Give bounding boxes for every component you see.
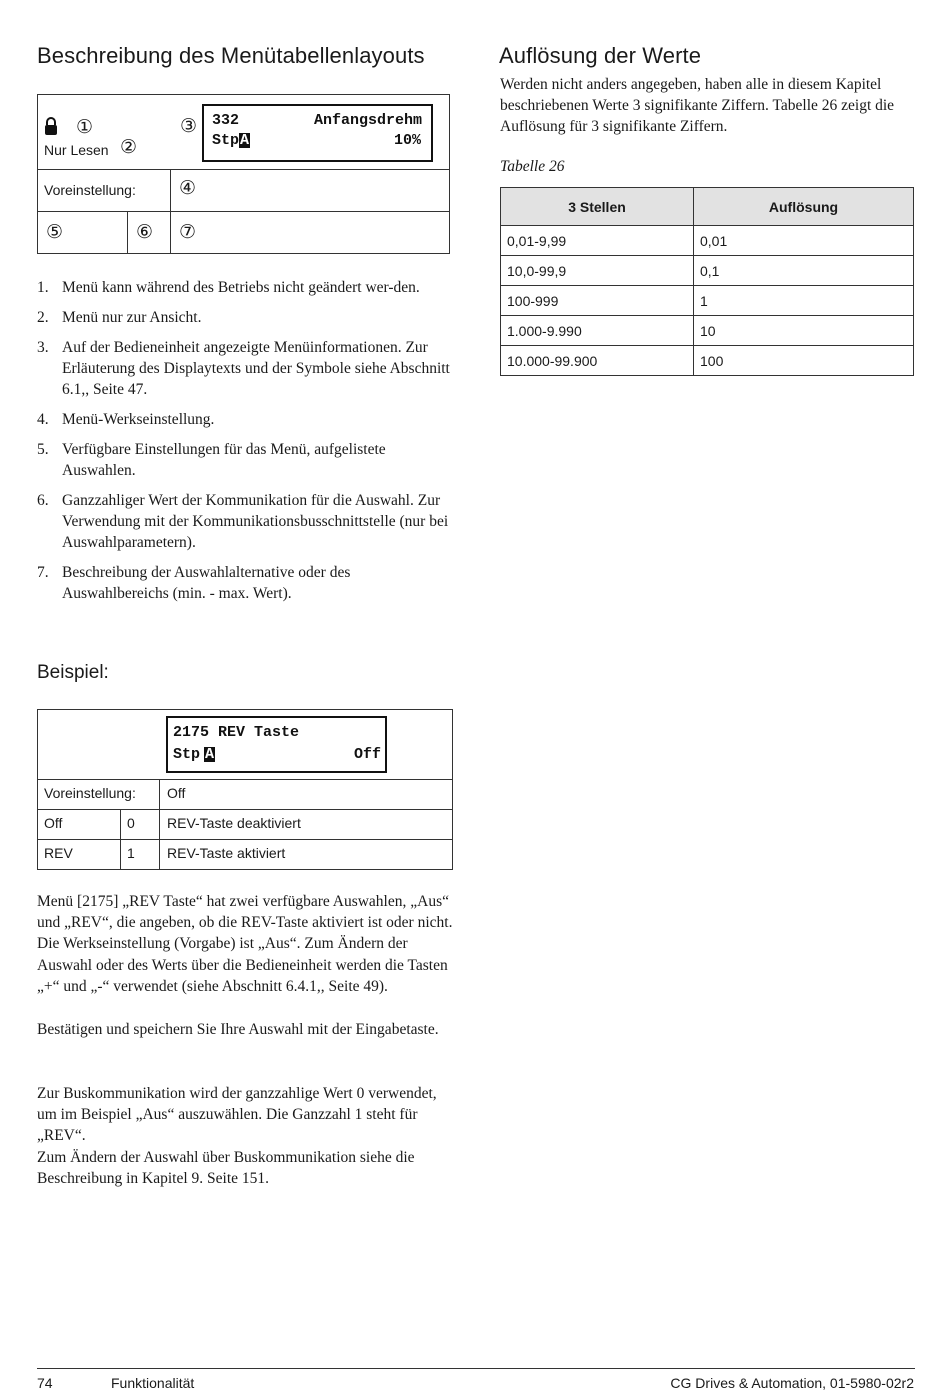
marker-3: ③ <box>180 115 198 137</box>
example-row-option <box>38 840 452 870</box>
lcd-status: Stp <box>212 132 240 149</box>
table-cell: 100 <box>694 346 914 376</box>
example-lcd-line1: 2175 REV Taste <box>173 724 300 741</box>
example-heading: Beispiel: <box>37 662 109 683</box>
lcd-value: 10% <box>393 132 421 149</box>
layout-row-default <box>38 170 449 212</box>
table-caption: Tabelle 26 <box>500 158 565 175</box>
lcd-display <box>202 104 433 162</box>
marker-4: ④ <box>179 177 197 199</box>
column-header: 3 Stellen <box>501 188 694 226</box>
table-cell: 100-999 <box>501 286 694 316</box>
table-row <box>501 256 914 286</box>
page-number: 74 <box>37 1375 53 1391</box>
table-row <box>501 316 914 346</box>
example-row-display <box>38 710 452 780</box>
table-cell: 0,1 <box>694 256 914 286</box>
table-cell: 0,01-9,99 <box>501 226 694 256</box>
table-cell: 1 <box>694 286 914 316</box>
paragraph-bus-change: Zum Ändern der Auswahl über Buskommunikation siehe die Beschreibung in Kapitel 9. Seite 151. <box>37 1149 415 1188</box>
lcd-access-badge: A <box>240 132 250 149</box>
example-lcd-display <box>166 716 387 773</box>
section-heading-resolution: Auflösung der Werte <box>499 43 702 68</box>
list-item: 6. Ganzzahliger Wert der Kommunikation für die Auswahl. Zur Verwendung mit der Kommunikationsbusschnittstelle (nur bei Auswahlparametern). <box>37 492 449 551</box>
table-cell: 10 <box>694 316 914 346</box>
paragraph-resolution: Werden nicht anders angegeben, haben alle in diesem Kapitel beschriebenen Werte 3 signifikante Ziffern. Tabelle 26 zeigt die Auflösung für 3 signifikante Ziffern. <box>500 76 895 136</box>
example-menu-box <box>37 709 453 870</box>
table-cell: 1.000-9.990 <box>501 316 694 346</box>
paragraph-bus: Zur Buskommunikation wird der ganzzahlige Wert 0 verwendet, um im Beispiel „Aus“ auszuwählen. Die Ganzzahl 1 steht für „REV“. <box>37 1085 437 1145</box>
lcd-menu-number: 332 <box>212 112 240 129</box>
column-header: Auflösung <box>694 188 914 226</box>
numbered-list <box>37 277 457 613</box>
table-cell: 10,0-99,9 <box>501 256 694 286</box>
paragraph-example: Menü [2175] „REV Taste“ hat zwei verfügbare Auswahlen, „Aus“ und „REV“, die angeben, ob die REV-Taste aktiviert ist oder nicht. Die Werkseinstellung (Vorgabe) ist „Aus“. Zum Ändern der Auswahl oder des Werts über die Bedieneinheit werden die Tasten „+“ und „-“ verwendet (siehe Abschnitt 6.4.1,, Seite 49). <box>37 893 453 995</box>
list-item: 3. Auf der Bedieneinheit angezeigte Menüinformationen. Zur Erläuterung des Displaytexts und der Symbole siehe Abschnitt 6.1,, Seite 47. <box>37 339 450 398</box>
footer-section: Funktionalität <box>111 1375 195 1391</box>
table-cell: 10.000-99.900 <box>501 346 694 376</box>
list-item: 2. Menü nur zur Ansicht. <box>37 309 202 326</box>
marker-5: ⑤ <box>46 221 64 243</box>
list-item: 1. Menü kann während des Betriebs nicht geändert wer-den. <box>37 279 420 296</box>
resolution-table <box>500 187 914 376</box>
marker-1: ① <box>76 116 94 138</box>
option-description: REV-Taste aktiviert <box>167 845 286 861</box>
example-lcd-status: Stp <box>173 746 201 763</box>
layout-row-options <box>38 212 449 254</box>
section-heading-layout: Beschreibung des Menütabellenlayouts <box>37 43 425 68</box>
list-item: 4. Menü-Werkseinstellung. <box>37 411 215 428</box>
example-lcd-access-badge: A <box>205 746 215 763</box>
default-label: Voreinstellung: <box>44 182 136 198</box>
option-name: Off <box>44 815 63 831</box>
example-row-default <box>38 780 452 810</box>
example-default-label: Voreinstellung: <box>44 785 136 801</box>
marker-7: ⑦ <box>179 221 197 243</box>
layout-row-display <box>38 95 449 170</box>
table-row <box>501 226 914 256</box>
table-cell: 0,01 <box>694 226 914 256</box>
option-description: REV-Taste deaktiviert <box>167 815 301 831</box>
lock-icon <box>44 116 58 136</box>
lcd-menu-name: Anfangsdrehm <box>313 112 422 129</box>
example-lcd-value: Off <box>353 746 381 763</box>
option-value: 0 <box>127 815 135 831</box>
table-row <box>501 346 914 376</box>
marker-2: ② <box>120 136 138 158</box>
menu-layout-box <box>37 94 450 254</box>
paragraph-confirm: Bestätigen und speichern Sie Ihre Auswahl mit der Eingabetaste. <box>37 1021 439 1038</box>
footer-document-id: CG Drives & Automation, 01-5980-02r2 <box>670 1375 914 1391</box>
example-row-option <box>38 810 452 840</box>
table-row <box>501 286 914 316</box>
option-name: REV <box>44 845 73 861</box>
footer-divider <box>37 1368 915 1369</box>
read-only-label: Nur Lesen <box>44 142 109 158</box>
marker-6: ⑥ <box>136 221 154 243</box>
list-item: 7. Beschreibung der Auswahlalternative oder des Auswahlbereichs (min. - max. Wert). <box>37 564 351 602</box>
list-item: 5. Verfügbare Einstellungen für das Menü, aufgelistete Auswahlen. <box>37 441 386 479</box>
option-value: 1 <box>127 845 135 861</box>
table-header-row <box>501 188 914 226</box>
example-default-value: Off <box>167 785 186 801</box>
